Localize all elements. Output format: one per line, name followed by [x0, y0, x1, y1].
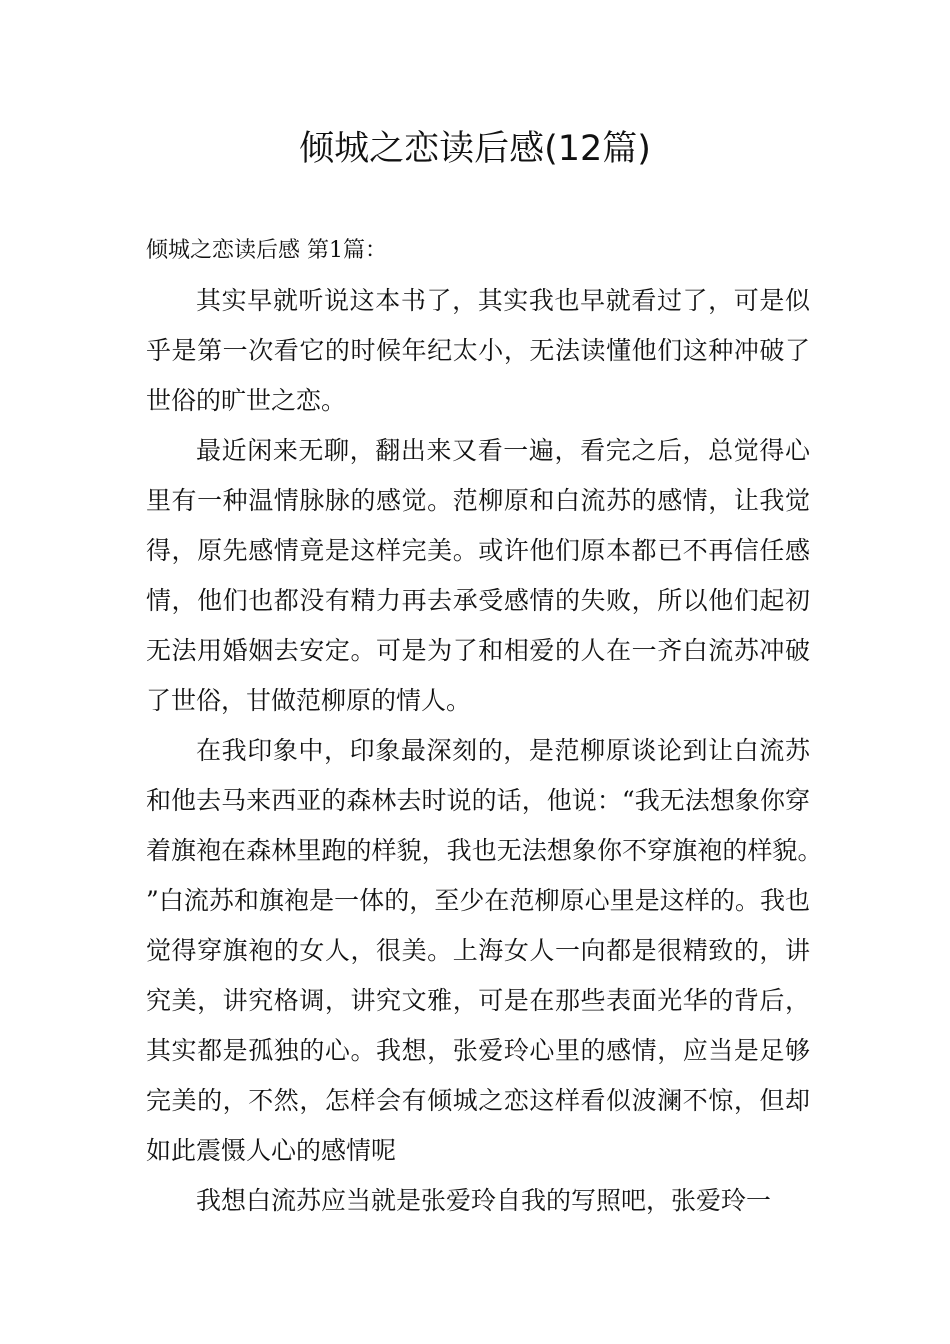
paragraph-1: 其实早就听说这本书了，其实我也早就看过了，可是似乎是第一次看它的时候年纪太小，无法读懂他们这种冲破了世俗的旷世之恋。 — [146, 286, 810, 415]
section-heading: 倾城之恋读后感 第1篇： — [146, 238, 387, 263]
paragraph-2: 最近闲来无聊，翻出来又看一遍，看完之后，总觉得心里有一种温情脉脉的感觉。范柳原和白流苏的感情，让我觉得，原先感情竟是这样完美。或许他们原本都已不再信任感情，他们也都没有精力再去承受感情的失败，所以他们起初无法用婚姻去安定。可是为了和相爱的人在一齐白流苏冲破了世俗，甘做范柳原的情人。 — [146, 436, 810, 715]
paragraph-4: 我想白流苏应当就是张爱玲自我的写照吧，张爱玲一 — [196, 1186, 772, 1215]
document-title: 倾城之恋读后感(12篇) — [299, 129, 651, 169]
paragraph-3: 在我印象中，印象最深刻的，是范柳原谈论到让白流苏和他去马来西亚的森林去时说的话，他说：“我无法想象你穿着旗袍在森林里跑的样貌，我也无法想象你不穿旗袍的样貌。”白流苏和旗袍是一体的，至少在范柳原心里是这样的。我也觉得穿旗袍的女人，很美。上海女人一向都是很精致的，讲究美，讲究格调，讲究文雅，可是在那些表面光华的背后，其实都是孤独的心。我想，张爱玲心里的感情，应当是足够完美的，不然，怎样会有倾城之恋这样看似波澜不惊，但却如此震慑人心的感情呢 — [146, 736, 810, 1165]
document-body — [146, 226, 810, 1226]
